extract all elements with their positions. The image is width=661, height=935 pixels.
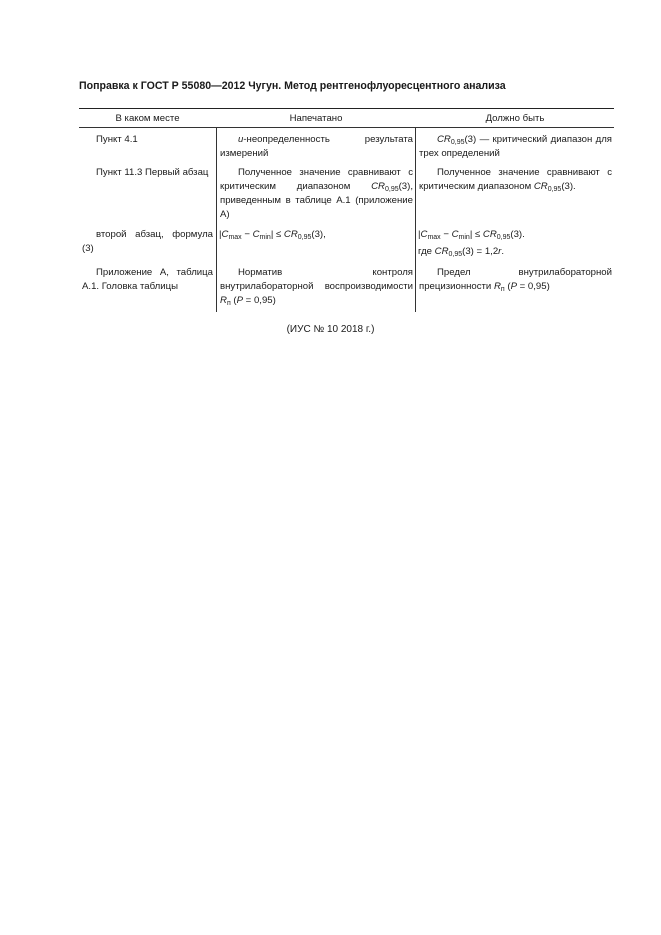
symbol-p: P [510,281,517,292]
row4-printed-pre: Норматив контроля внутрилабораторной воспроизводимости [220,267,413,292]
where-end: . [501,246,505,257]
symbol-subscript: п [226,300,231,307]
where-word: где [418,246,435,257]
row3-where: второй абзац, формула (3) [82,229,213,254]
row4-where: Приложение А, таблица А.1. Головка таблицы [82,267,213,292]
row3-printed-formula: $|C_{max} - C_{min}| \le CR_{0,95}(3)$, [219,229,326,241]
column-divider [216,127,217,312]
var-u: u [238,134,244,145]
row3-should-formula [418,228,611,259]
row1-printed-text: -неопределенность результата измерений [220,134,413,159]
symbol-cr: CR [371,181,385,192]
where-value: (3) = 1,2 [462,246,499,257]
paren-open: ( [230,295,237,306]
header-rule [79,127,614,128]
symbol-subscript: 0,95 [450,139,465,146]
row1-should-be [419,133,612,161]
symbol-r: R [493,281,501,292]
symbol-subscript: 0,95 [496,234,511,241]
row2-should-be [419,166,612,194]
header-where: В каком месте [115,113,180,124]
row1-where: Пункт 4.1 [96,134,138,145]
row2-printed [220,166,413,222]
formula-where-line [418,245,611,259]
subscript-max: max [427,234,441,241]
symbol-p: P [236,295,244,306]
row2-should-post: (3). [561,181,576,192]
formula-line: $|C_{max} - C_{min}| \le CR_{0,95}(3)$. [418,229,525,241]
subscript-min: min [259,234,271,241]
row4-should-be [419,266,612,294]
symbol-cr: CR [283,229,298,240]
symbol-subscript: п [500,286,505,293]
document-title: Поправка к ГОСТ Р 55080—2012 Чугун. Метод рентгенофлуоресцентного анализа [79,80,506,92]
symbol-subscript: 0,95 [547,186,562,193]
symbol-c: C [420,229,428,240]
row1-printed [220,133,413,161]
symbol-c: C [451,229,459,240]
symbol-cr: CR [437,134,451,145]
publication-note: (ИУС № 10 2018 г.) [286,324,375,335]
formula-tail: (3), [311,229,326,240]
symbol-c: C [252,229,260,240]
symbol-cr: CR [434,246,449,257]
row2-printed-pre: Полученное значение сравнивают с критическим диапазоном [220,167,413,192]
subscript-max: max [228,234,242,241]
row2-should-pre: Полученное значение сравнивают с критическим диапазоном [419,167,612,192]
row4-printed [220,266,413,308]
probability-value: = 0,95) [516,281,550,292]
symbol-r: R [220,295,227,306]
formula-tail: (3). [510,229,525,240]
minus-sign: − [440,229,452,240]
minus-sign: − [241,229,253,240]
column-divider [415,127,416,312]
symbol-subscript: 0,95 [384,186,399,193]
table-top-rule [79,108,614,109]
correction-table [79,108,614,312]
paren-open: ( [504,281,511,292]
symbol-cr: CR [482,229,497,240]
le-sign: | ≤ [469,229,483,240]
header-should-be: Должно быть [485,113,545,124]
le-sign: | ≤ [270,229,284,240]
subscript-min: min [458,234,470,241]
symbol-c: C [221,229,229,240]
row4-should-pre: Предел внутрилабораторной прецизионности [419,267,612,292]
symbol-r: r [498,246,502,257]
header-printed: Напечатано [289,113,343,124]
row1-should-text: (3) — критический диапазон для трех определений [419,134,612,159]
symbol-cr: CR [533,181,548,192]
probability-value: = 0,95) [243,295,276,306]
row2-printed-post: (3), приведенным в таблице А.1 (приложение А) [220,181,413,220]
symbol-subscript: 0,95 [448,251,463,258]
row2-where: Пункт 11.3 Первый абзац [96,167,209,178]
symbol-subscript: 0,95 [297,234,312,241]
